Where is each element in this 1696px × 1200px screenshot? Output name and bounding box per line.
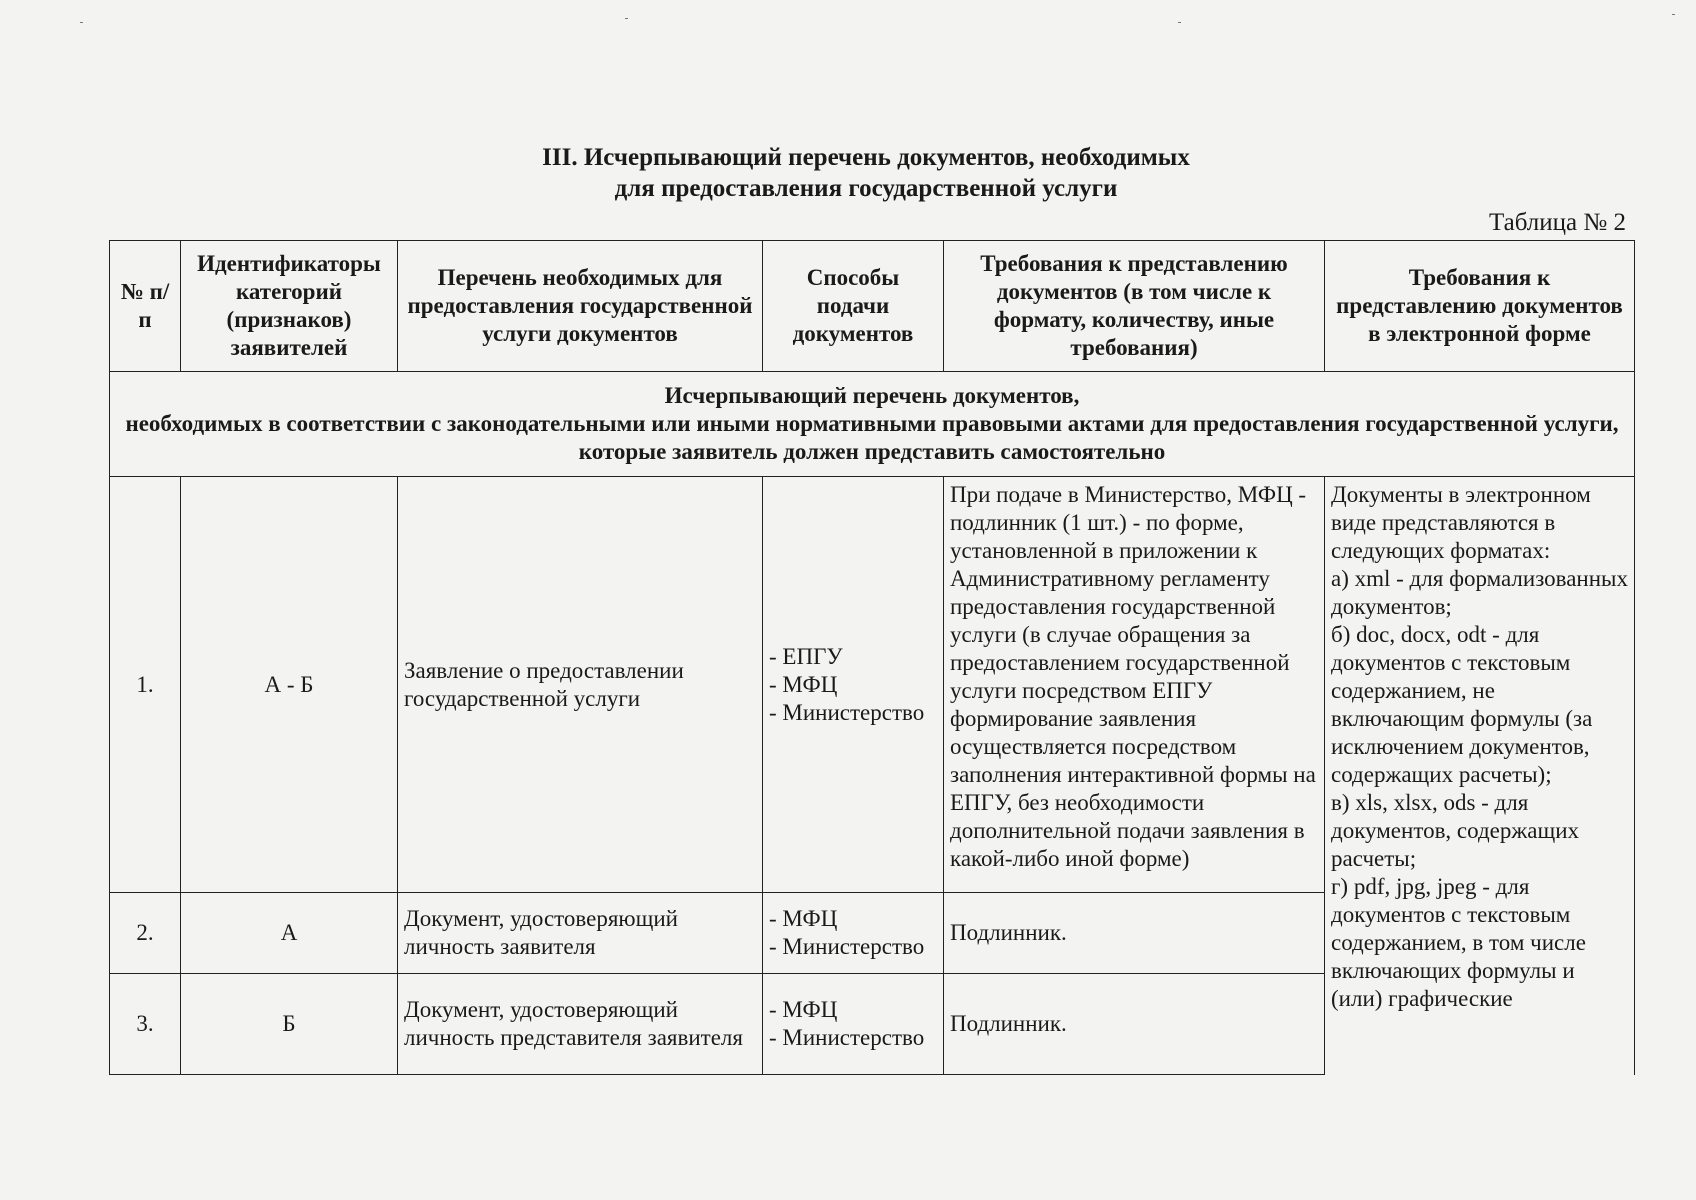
col-header-number: № п/п: [110, 241, 181, 372]
table-number: Таблица № 2: [1488, 209, 1626, 236]
section-line-2: необходимых в соответствии с законодательными или иными нормативными правовыми актами для предоставления государственной услуги, которые заявитель должен представить самостоятельно: [125, 411, 1619, 464]
scan-speck: [1672, 14, 1675, 15]
title-line-2: для предоставления государственной услуги: [614, 175, 1118, 202]
row-number: 2.: [110, 893, 181, 974]
scan-speck: [625, 18, 628, 19]
documents-table: [109, 240, 1635, 1075]
row-requirements: При подаче в Министерство, МФЦ - подлинник (1 шт.) - по форме, установленной в приложении к Административному регламенту предоставления государственной услуги (в случае обращения за предоставлением государственной услуги посредством ЕПГУ формирование заявления осуществляется посредством заполнения интерактивной формы на ЕПГУ, без необходимости дополнительной подачи заявления в какой-либо иной форме): [944, 477, 1325, 893]
electronic-requirements-cell: [1325, 477, 1635, 1075]
row-methods: [763, 893, 944, 974]
col-header-electronic: Требования к представлению документов в электронной форме: [1325, 241, 1635, 372]
method-item: - МФЦ: [769, 906, 838, 931]
electronic-req-item: Документы в электронном виде представляются в следующих форматах:: [1331, 482, 1591, 563]
electronic-req-item: г) pdf, jpg, jpeg - для документов с текстовым содержанием, в том числе включающих формулы и (или) графические: [1331, 874, 1586, 1011]
header-row: [110, 241, 1635, 372]
row-category: А - Б: [181, 477, 398, 893]
method-item: - Министерство: [769, 934, 925, 959]
col-header-category: Идентификаторы категорий (признаков) заявителей: [181, 241, 398, 372]
electronic-req-item: б) doc, docx, odt - для документов с текстовым содержанием, не включающим формулы (за исключением документов, содержащих расчеты);: [1331, 622, 1593, 787]
method-item: - Министерство: [769, 699, 925, 725]
row-requirements: Подлинник.: [944, 974, 1325, 1075]
section-row: [110, 372, 1635, 477]
page-title: [0, 142, 1696, 204]
method-item: - МФЦ: [769, 671, 838, 697]
row-document: Документ, удостоверяющий личность заявителя: [398, 893, 763, 974]
row-number: 3.: [110, 974, 181, 1075]
row-category: Б: [181, 974, 398, 1075]
row-number: 1.: [110, 477, 181, 893]
method-item: - ЕПГУ: [769, 643, 843, 669]
electronic-req-item: а) xml - для формализованных документов;: [1331, 566, 1629, 619]
method-item: - Министерство: [769, 1025, 925, 1050]
title-line-1: III. Исчерпывающий перечень документов, необходимых: [542, 144, 1190, 171]
row-document: Заявление о предоставлении государственной услуги: [398, 477, 763, 893]
section-line-1: Исчерпывающий перечень документов,: [664, 383, 1080, 408]
section-heading: [110, 372, 1635, 477]
row-methods: [763, 974, 944, 1075]
row-methods: [763, 477, 944, 893]
method-item: - МФЦ: [769, 997, 838, 1022]
row-document: Документ, удостоверяющий личность представителя заявителя: [398, 974, 763, 1075]
table-row: [110, 477, 1635, 893]
scan-speck: [1178, 22, 1181, 23]
col-header-requirements: Требования к представлению документов (в том числе к формату, количеству, иные требования): [944, 241, 1325, 372]
electronic-req-item: в) xls, xlsx, ods - для документов, содержащих расчеты;: [1331, 790, 1580, 871]
row-category: А: [181, 893, 398, 974]
col-header-methods: Способы подачи документов: [763, 241, 944, 372]
col-header-documents: Перечень необходимых для предоставления государственной услуги документов: [398, 241, 763, 372]
scan-speck: [80, 22, 83, 23]
row-requirements: Подлинник.: [944, 893, 1325, 974]
